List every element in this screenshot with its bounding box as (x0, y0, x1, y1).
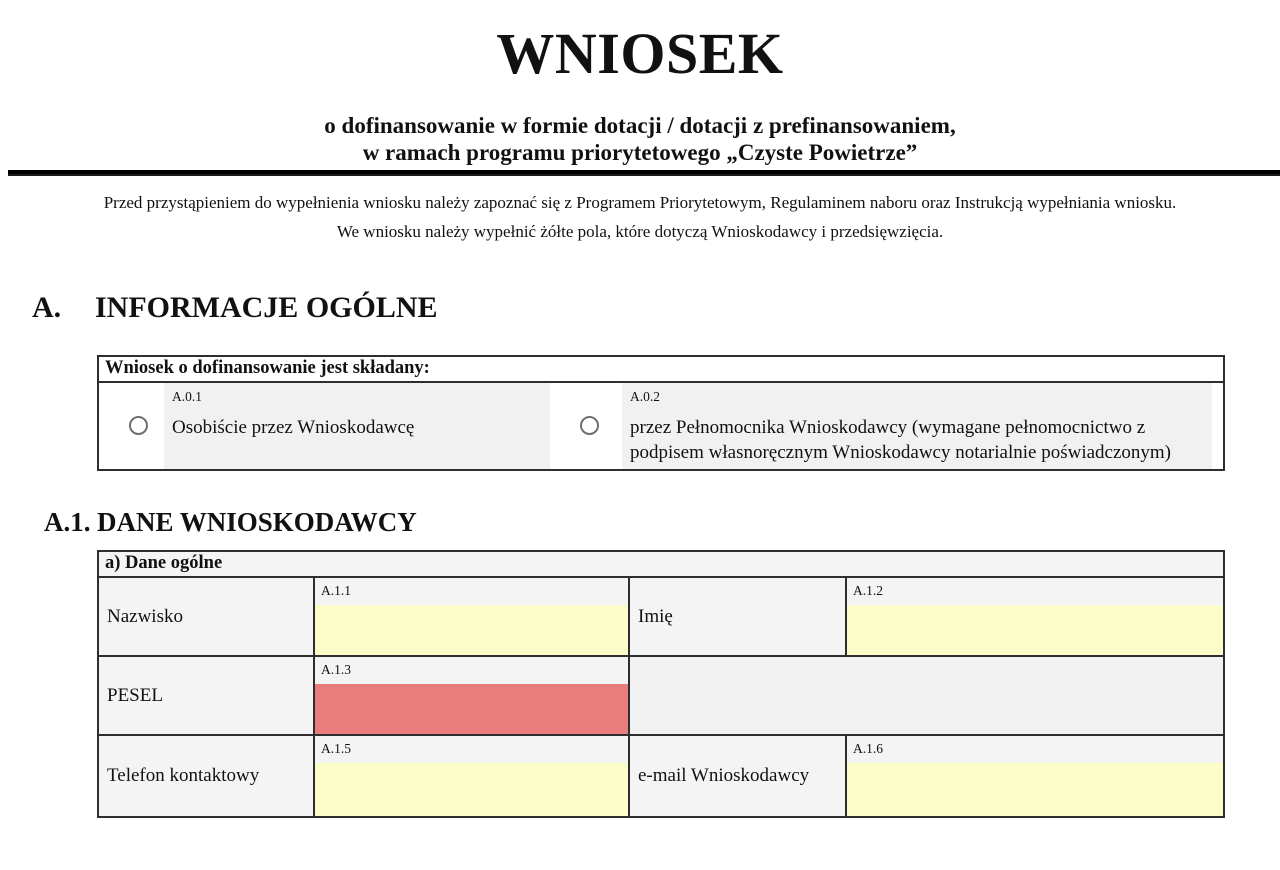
section-a1-heading (44, 507, 1280, 538)
subtitle-line-1: o dofinansowanie w formie dotacji / dotacji z prefinansowaniem, (324, 112, 956, 138)
field-a12-code: A.1.2 (847, 578, 1223, 605)
field-a16 (847, 736, 1223, 816)
option-a02-label: przez Pełnomocnika Wnioskodawcy (wymagane pełnomocnictwo z podpisem własnoręcznym Wnioskodawcy notarialnie poświadczonym) (630, 417, 1172, 464)
subtitle-line-2: w ramach programu priorytetowego „Czyste Powietrze” (362, 139, 918, 165)
option-a01-block (164, 383, 550, 469)
page-subtitle (0, 113, 1280, 166)
pesel-input[interactable] (315, 684, 628, 734)
field-a13 (315, 657, 630, 734)
field-a13-code: A.1.3 (315, 657, 628, 684)
telefon-label: Telefon kontaktowy (99, 736, 315, 816)
option-a01 (99, 383, 557, 469)
instructions-line-2: We wniosku należy wypełnić żółte pola, które dotyczą Wnioskodawcy i przedsięwzięcia. (336, 222, 944, 242)
telefon-input[interactable] (315, 763, 628, 816)
pesel-label: PESEL (99, 657, 315, 734)
general-data-table-header: a) Dane ogólne (99, 552, 1223, 578)
field-a16-code: A.1.6 (847, 736, 1223, 763)
submission-table-header: Wniosek o dofinansowanie jest składany: (99, 357, 1223, 383)
email-input[interactable] (847, 763, 1223, 816)
field-a11 (315, 578, 630, 655)
nazwisko-input[interactable] (315, 605, 628, 655)
section-a1-title: DANE WNIOSKODAWCY (97, 507, 417, 538)
table-row-contact (99, 736, 1223, 816)
pesel-row-empty-cell (630, 657, 1223, 734)
applicant-general-data-table (97, 550, 1225, 818)
page-title: WNIOSEK (496, 21, 784, 86)
instructions (0, 189, 1280, 247)
section-a-title: INFORMACJE OGÓLNE (95, 291, 438, 325)
table-row-name (99, 578, 1223, 657)
nazwisko-label: Nazwisko (99, 578, 315, 655)
radio-a01[interactable] (129, 416, 148, 435)
option-a01-code: A.0.1 (172, 389, 202, 405)
imie-input[interactable] (847, 605, 1223, 655)
option-a02 (557, 383, 1223, 469)
submission-options-row (99, 383, 1223, 469)
field-a15-code: A.1.5 (315, 736, 628, 763)
email-label: e-mail Wnioskodawcy (630, 736, 847, 816)
submission-method-table (97, 355, 1225, 471)
section-a1-number: A.1. (44, 507, 91, 538)
field-a15 (315, 736, 630, 816)
field-a11-code: A.1.1 (315, 578, 628, 605)
option-a02-code: A.0.2 (630, 389, 660, 405)
imie-label: Imię (630, 578, 847, 655)
option-a01-label: Osobiście przez Wnioskodawcę (172, 417, 415, 439)
field-a12 (847, 578, 1223, 655)
section-a-number: A. (32, 291, 62, 325)
instructions-line-1: Przed przystąpieniem do wypełnienia wniosku należy zapoznać się z Programem Priorytetowym, Regulaminem naboru oraz Instrukcją wypełniania wniosku. (103, 193, 1177, 213)
application-form-page (0, 22, 1280, 870)
radio-a02[interactable] (580, 416, 599, 435)
title-separator-rule (8, 170, 1280, 176)
table-row-pesel (99, 657, 1223, 736)
option-a02-block (622, 383, 1212, 469)
section-a-heading (32, 291, 1280, 325)
